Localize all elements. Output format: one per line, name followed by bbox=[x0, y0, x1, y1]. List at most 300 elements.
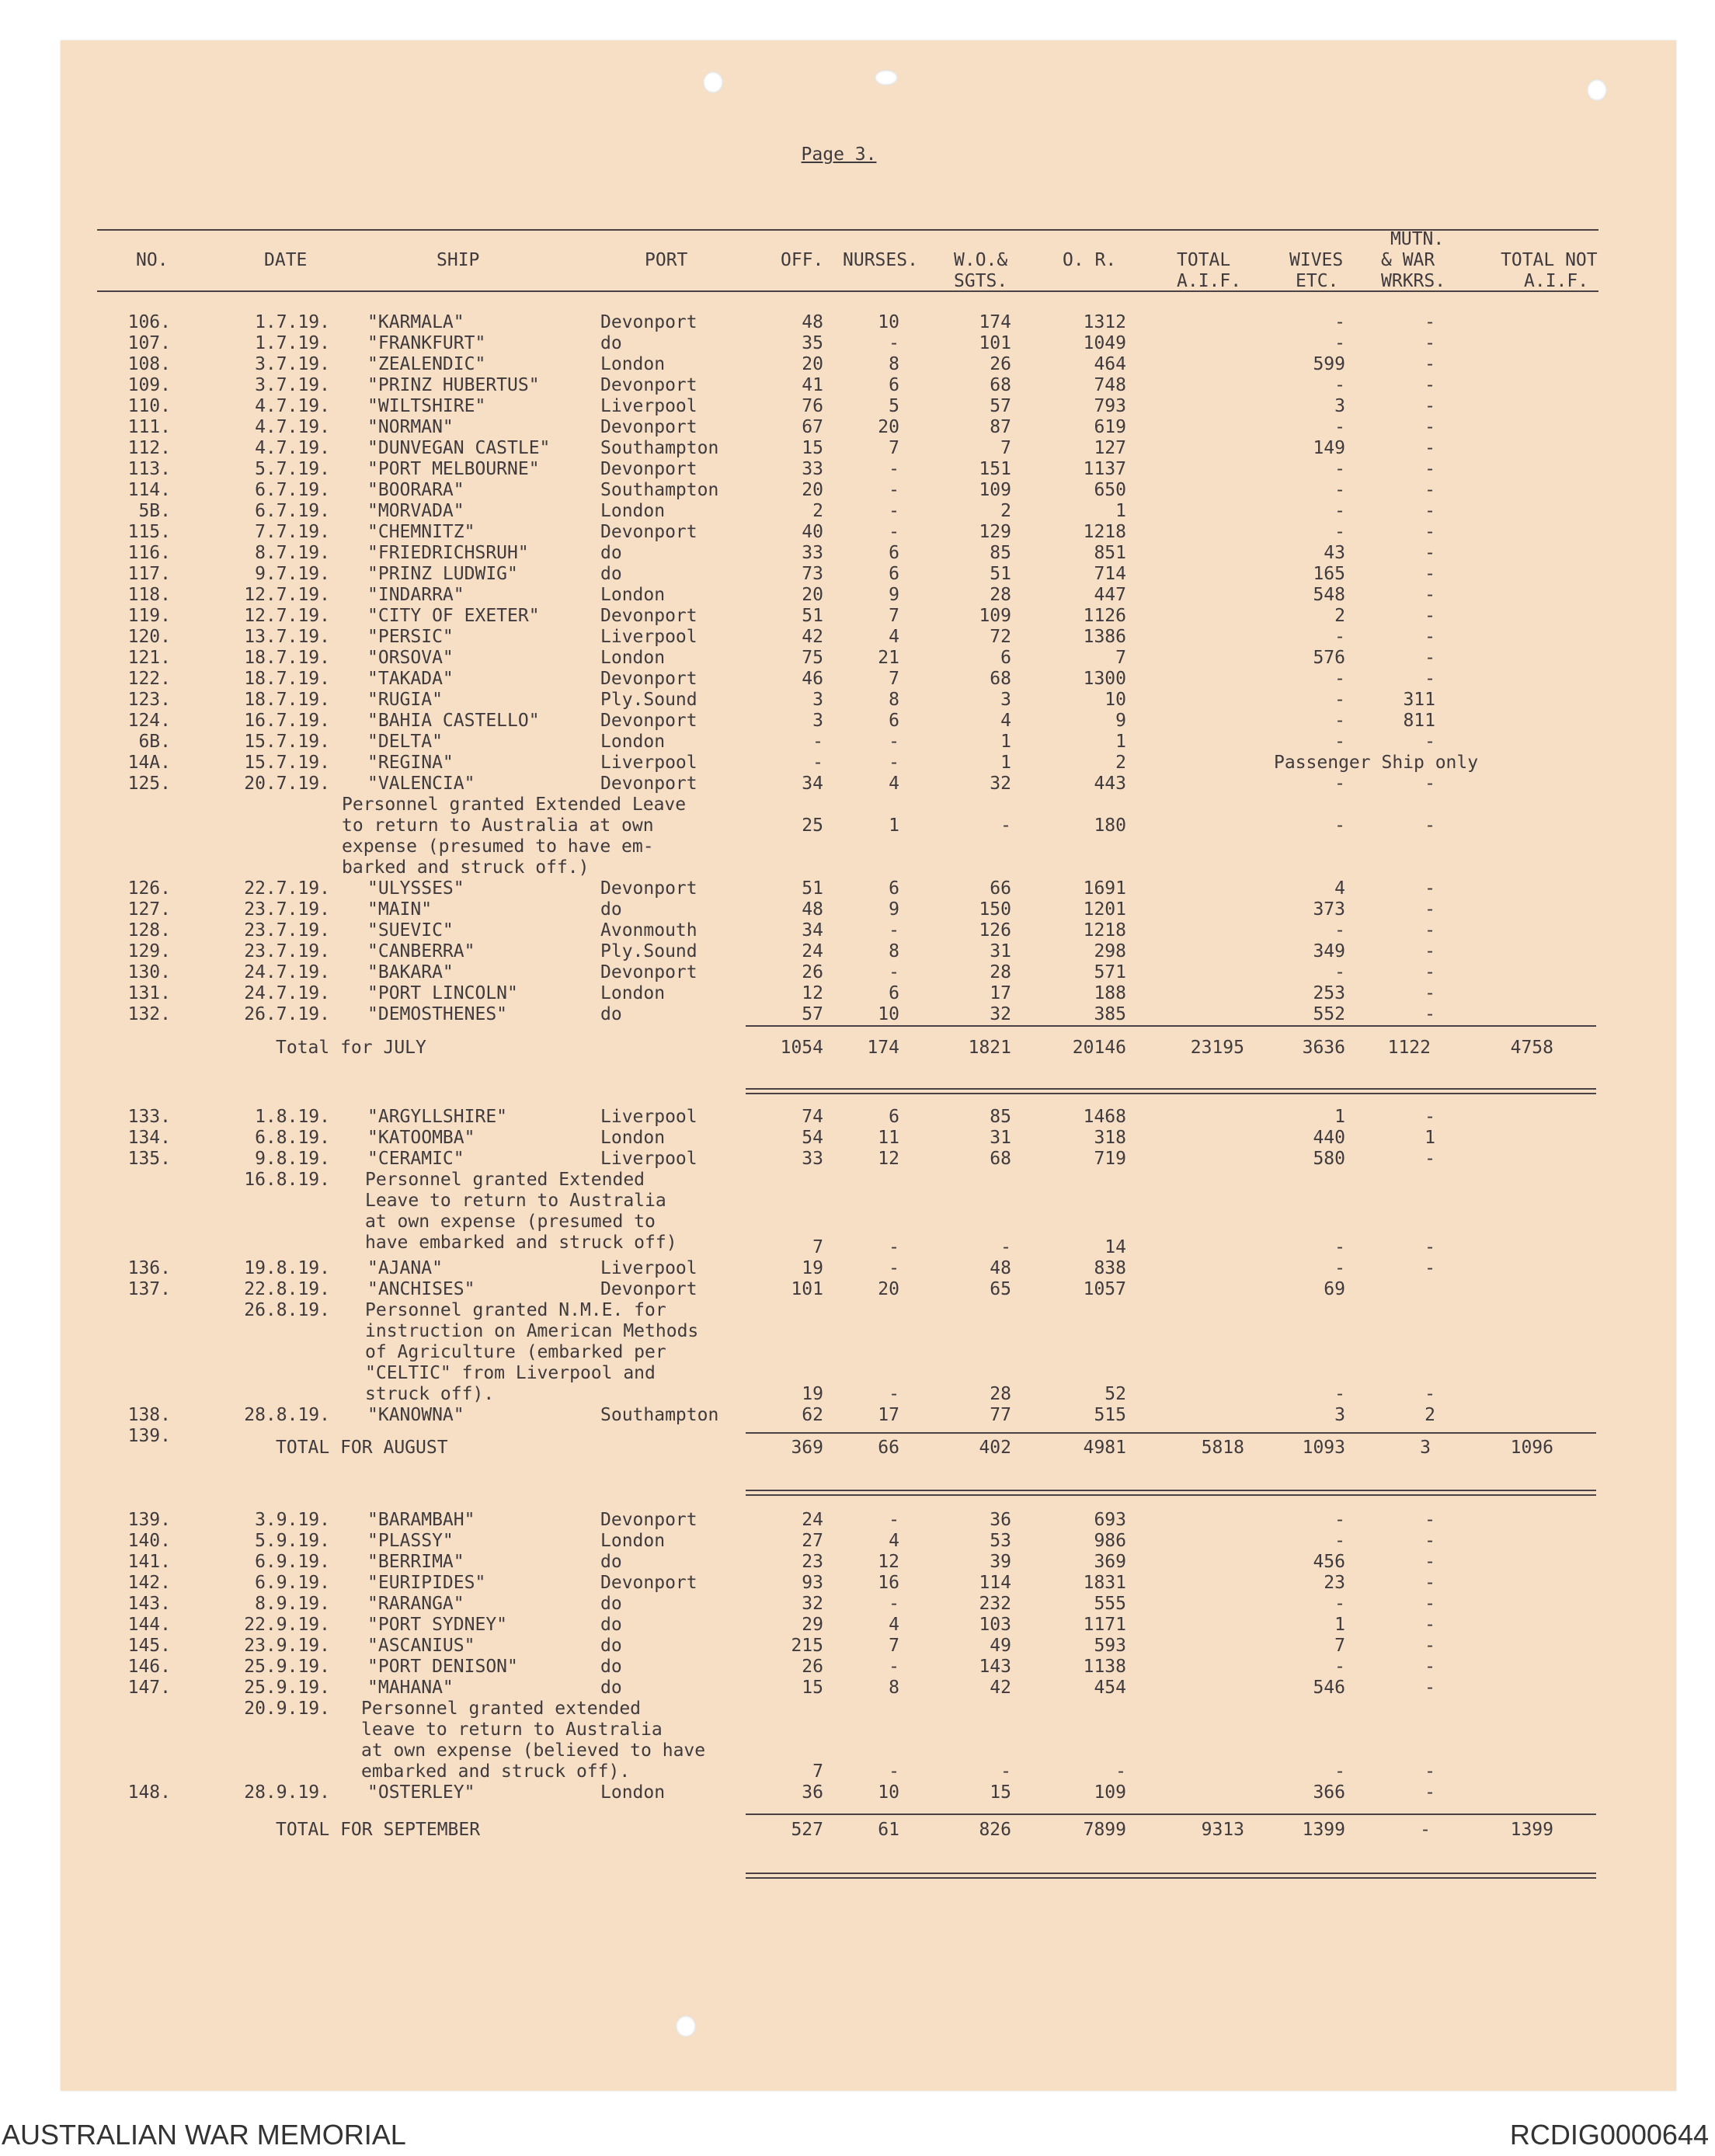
row-port: London bbox=[600, 1128, 666, 1148]
row-other-ranks: 693 bbox=[1094, 1510, 1126, 1530]
row-date: 1.7.19. bbox=[255, 312, 330, 332]
row-wo-sgts: - bbox=[1000, 815, 1011, 836]
row-other-ranks: 464 bbox=[1094, 354, 1126, 374]
row-date: 25.9.19. bbox=[244, 1678, 330, 1698]
row-ship: "ULYSSES" bbox=[367, 878, 464, 899]
total-wo-sgts: 402 bbox=[979, 1438, 1011, 1458]
row-wives: - bbox=[1334, 669, 1345, 689]
row-nurses: 7 bbox=[889, 669, 899, 689]
row-number: 106. bbox=[127, 312, 171, 332]
row-ship: "KATOOMBA" bbox=[367, 1128, 475, 1148]
row-other-ranks: 1171 bbox=[1083, 1615, 1126, 1635]
row-wo-sgts: 72 bbox=[990, 627, 1011, 647]
row-nurses: - bbox=[889, 920, 899, 941]
row-date: 7.7.19. bbox=[255, 522, 330, 542]
row-date: 3.9.19. bbox=[255, 1510, 330, 1530]
row-wives: 366 bbox=[1313, 1782, 1345, 1803]
row-other-ranks: - bbox=[1115, 1761, 1126, 1782]
row-wo-sgts: 31 bbox=[990, 941, 1011, 962]
row-ship: "REGINA" bbox=[367, 753, 454, 773]
row-munition-workers: - bbox=[1425, 375, 1435, 395]
row-wo-sgts: 48 bbox=[990, 1258, 1011, 1278]
total-aif: 5818 bbox=[1201, 1438, 1244, 1458]
header-total-not-aif: TOTAL NOT bbox=[1501, 250, 1598, 270]
row-number: 136. bbox=[127, 1258, 171, 1278]
row-ship: "ARGYLLSHIRE" bbox=[367, 1107, 508, 1127]
row-munition-workers: - bbox=[1425, 333, 1435, 353]
row-date: 5.9.19. bbox=[255, 1531, 330, 1551]
row-wo-sgts: 129 bbox=[979, 522, 1011, 542]
note-line: at own expense (believed to have bbox=[361, 1740, 706, 1761]
row-nurses: - bbox=[889, 1237, 899, 1257]
total-double-rule-september bbox=[746, 1873, 1596, 1879]
row-date: 6.9.19. bbox=[255, 1573, 330, 1593]
row-officers: 33 bbox=[802, 459, 823, 479]
total-other-ranks: 4981 bbox=[1083, 1438, 1126, 1458]
row-wives: 23 bbox=[1324, 1573, 1345, 1593]
row-wo-sgts: 68 bbox=[990, 375, 1011, 395]
row-port: Liverpool bbox=[600, 1107, 697, 1127]
row-wo-sgts: 15 bbox=[990, 1782, 1011, 1803]
row-date: 28.8.19. bbox=[244, 1405, 330, 1425]
row-wo-sgts: 26 bbox=[990, 354, 1011, 374]
row-ship: "VALENCIA" bbox=[367, 774, 475, 794]
total-rule-july bbox=[746, 1025, 1596, 1027]
row-other-ranks: 127 bbox=[1094, 438, 1126, 458]
row-wo-sgts: 126 bbox=[979, 920, 1011, 941]
row-wo-sgts: 53 bbox=[990, 1531, 1011, 1551]
row-nurses: 7 bbox=[889, 438, 899, 458]
row-number: 122. bbox=[127, 669, 171, 689]
row-date: 26.8.19. bbox=[244, 1300, 330, 1320]
row-port: London bbox=[600, 354, 666, 374]
row-ship: "PORT LINCOLN" bbox=[367, 983, 518, 1003]
row-officers: 3 bbox=[812, 711, 823, 731]
row-wo-sgts: 85 bbox=[990, 1107, 1011, 1127]
row-wo-sgts: 7 bbox=[1000, 438, 1011, 458]
row-wo-sgts: 32 bbox=[990, 1004, 1011, 1024]
total-officers: 369 bbox=[791, 1438, 823, 1458]
row-port: London bbox=[600, 648, 666, 668]
row-other-ranks: 188 bbox=[1094, 983, 1126, 1003]
total-not-aif: 1096 bbox=[1510, 1438, 1553, 1458]
row-wives: 580 bbox=[1313, 1149, 1345, 1169]
row-date: 20.9.19. bbox=[244, 1699, 330, 1719]
row-wo-sgts: 85 bbox=[990, 543, 1011, 563]
row-ship: "NORMAN" bbox=[367, 417, 454, 437]
row-date: 5.7.19. bbox=[255, 459, 330, 479]
row-wives: - bbox=[1334, 627, 1345, 647]
row-port: Avonmouth bbox=[600, 920, 697, 941]
row-port: do bbox=[600, 1636, 622, 1656]
row-officers: 73 bbox=[802, 564, 823, 584]
row-munition-workers: - bbox=[1425, 501, 1435, 521]
row-nurses: 12 bbox=[878, 1552, 899, 1572]
row-ship: "AJANA" bbox=[367, 1258, 443, 1278]
row-other-ranks: 109 bbox=[1094, 1782, 1126, 1803]
header-wo-sgts: SGTS. bbox=[954, 271, 1008, 291]
row-officers: 101 bbox=[791, 1279, 823, 1299]
row-date: 6.8.19. bbox=[255, 1128, 330, 1148]
row-officers: 19 bbox=[802, 1384, 823, 1404]
row-port: Devonport bbox=[600, 1279, 697, 1299]
row-officers: 23 bbox=[802, 1552, 823, 1572]
row-other-ranks: 1218 bbox=[1083, 920, 1126, 941]
total-nurses: 61 bbox=[878, 1820, 899, 1840]
row-date: 28.9.19. bbox=[244, 1782, 330, 1803]
row-munition-workers: - bbox=[1425, 1258, 1435, 1278]
row-wives: 373 bbox=[1313, 899, 1345, 920]
row-date: 1.7.19. bbox=[255, 333, 330, 353]
row-ship: "MORVADA" bbox=[367, 501, 464, 521]
row-munition-workers: - bbox=[1425, 417, 1435, 437]
row-wo-sgts: 39 bbox=[990, 1552, 1011, 1572]
row-munition-workers: - bbox=[1425, 1761, 1435, 1782]
row-port: do bbox=[600, 1678, 622, 1698]
row-wo-sgts: 101 bbox=[979, 333, 1011, 353]
header-or: O. R. bbox=[1063, 250, 1117, 270]
row-officers: 24 bbox=[802, 941, 823, 962]
row-ship: "MAIN" bbox=[367, 899, 433, 920]
row-officers: 46 bbox=[802, 669, 823, 689]
note-line: Personnel granted N.M.E. for bbox=[365, 1300, 666, 1320]
row-port: do bbox=[600, 333, 622, 353]
total-other-ranks: 7899 bbox=[1083, 1820, 1126, 1840]
row-date: 9.8.19. bbox=[255, 1149, 330, 1169]
row-number: 112. bbox=[127, 438, 171, 458]
row-munition-workers: - bbox=[1425, 606, 1435, 626]
row-nurses: - bbox=[889, 1258, 899, 1278]
row-wives: - bbox=[1334, 459, 1345, 479]
row-wo-sgts: 143 bbox=[979, 1657, 1011, 1677]
row-port: Southampton bbox=[600, 1405, 719, 1425]
row-date: 4.7.19. bbox=[255, 438, 330, 458]
header-no: NO. bbox=[136, 250, 169, 270]
row-ship: "KARMALA" bbox=[367, 312, 464, 332]
total-wo-sgts: 826 bbox=[979, 1820, 1011, 1840]
row-number: 113. bbox=[127, 459, 171, 479]
row-nurses: 4 bbox=[889, 1615, 899, 1635]
header-off: OFF. bbox=[781, 250, 824, 270]
row-date: 8.9.19. bbox=[255, 1594, 330, 1614]
row-wives: - bbox=[1334, 1384, 1345, 1404]
header-total-aif: TOTAL bbox=[1177, 250, 1231, 270]
row-nurses: - bbox=[889, 1657, 899, 1677]
row-ship: "FRIEDRICHSRUH" bbox=[367, 543, 529, 563]
row-ship: "KANOWNA" bbox=[367, 1405, 464, 1425]
total-munition-workers: 3 bbox=[1420, 1438, 1431, 1458]
note-line: Leave to return to Australia bbox=[365, 1191, 666, 1211]
row-ship: "PORT DENISON" bbox=[367, 1657, 518, 1677]
row-number: 6B. bbox=[138, 732, 171, 752]
row-officers: 12 bbox=[802, 983, 823, 1003]
row-nurses: 8 bbox=[889, 1678, 899, 1698]
row-port: Devonport bbox=[600, 878, 697, 899]
row-wo-sgts: 3 bbox=[1000, 690, 1011, 710]
row-other-ranks: 1201 bbox=[1083, 899, 1126, 920]
row-nurses: - bbox=[889, 1384, 899, 1404]
row-date: 22.8.19. bbox=[244, 1279, 330, 1299]
row-wives: - bbox=[1334, 920, 1345, 941]
row-date: 23.7.19. bbox=[244, 899, 330, 920]
row-date: 4.7.19. bbox=[255, 396, 330, 416]
total-munition-workers: - bbox=[1420, 1820, 1431, 1840]
row-port: Devonport bbox=[600, 522, 697, 542]
row-port: Southampton bbox=[600, 438, 719, 458]
header-port: PORT bbox=[645, 250, 688, 270]
row-number: 127. bbox=[127, 899, 171, 920]
row-nurses: 6 bbox=[889, 375, 899, 395]
row-date: 19.8.19. bbox=[244, 1258, 330, 1278]
row-wo-sgts: 68 bbox=[990, 669, 1011, 689]
row-wives: 69 bbox=[1324, 1279, 1345, 1299]
row-other-ranks: 719 bbox=[1094, 1149, 1126, 1169]
row-port: do bbox=[600, 564, 622, 584]
row-other-ranks: 1049 bbox=[1083, 333, 1126, 353]
row-number: 125. bbox=[127, 774, 171, 794]
row-date: 24.7.19. bbox=[244, 962, 330, 982]
row-date: 25.9.19. bbox=[244, 1657, 330, 1677]
row-nurses: - bbox=[889, 962, 899, 982]
row-munition-workers: - bbox=[1425, 732, 1435, 752]
row-wo-sgts: 109 bbox=[979, 606, 1011, 626]
note-line: have embarked and struck off) bbox=[365, 1233, 677, 1253]
row-wo-sgts: 49 bbox=[990, 1636, 1011, 1656]
row-other-ranks: 7 bbox=[1115, 648, 1126, 668]
row-nurses: 6 bbox=[889, 1107, 899, 1127]
row-officers: 76 bbox=[802, 396, 823, 416]
row-nurses: 7 bbox=[889, 1636, 899, 1656]
row-officers: 26 bbox=[802, 1657, 823, 1677]
row-wives: 3 bbox=[1334, 1405, 1345, 1425]
row-port: Devonport bbox=[600, 606, 697, 626]
row-wives: - bbox=[1334, 480, 1345, 500]
row-wo-sgts: 1 bbox=[1000, 753, 1011, 773]
row-date: 13.7.19. bbox=[244, 627, 330, 647]
row-ship: "WILTSHIRE" bbox=[367, 396, 486, 416]
row-number: 126. bbox=[127, 878, 171, 899]
row-other-ranks: 1468 bbox=[1083, 1107, 1126, 1127]
row-other-ranks: 454 bbox=[1094, 1678, 1126, 1698]
row-other-ranks: 619 bbox=[1094, 417, 1126, 437]
row-other-ranks: 1138 bbox=[1083, 1657, 1126, 1677]
row-number: 108. bbox=[127, 354, 171, 374]
row-port: London bbox=[600, 585, 666, 605]
row-wives: - bbox=[1334, 333, 1345, 353]
header-top-rule bbox=[97, 229, 1598, 231]
row-nurses: - bbox=[889, 501, 899, 521]
row-other-ranks: 52 bbox=[1104, 1384, 1126, 1404]
footer-reference: RCDIG0000644 bbox=[1509, 2119, 1709, 2151]
row-wives: 456 bbox=[1313, 1552, 1345, 1572]
row-officers: 35 bbox=[802, 333, 823, 353]
row-wives: 3 bbox=[1334, 396, 1345, 416]
row-officers: 54 bbox=[802, 1128, 823, 1148]
row-date: 26.7.19. bbox=[244, 1004, 330, 1024]
row-ship: "CERAMIC" bbox=[367, 1149, 464, 1169]
row-date: 23.9.19. bbox=[244, 1636, 330, 1656]
row-other-ranks: 571 bbox=[1094, 962, 1126, 982]
header-wo-sgts: W.O.& bbox=[954, 250, 1008, 270]
row-wo-sgts: 32 bbox=[990, 774, 1011, 794]
row-wives: - bbox=[1334, 375, 1345, 395]
row-officers: 2 bbox=[812, 501, 823, 521]
footer-institution: AUSTRALIAN WAR MEMORIAL bbox=[2, 2119, 406, 2151]
row-wives: 1 bbox=[1334, 1107, 1345, 1127]
row-other-ranks: 1126 bbox=[1083, 606, 1126, 626]
row-officers: 51 bbox=[802, 606, 823, 626]
header-mutn: WRKRS. bbox=[1381, 271, 1446, 291]
row-munition-workers: - bbox=[1425, 962, 1435, 982]
header-total-aif: A.I.F. bbox=[1177, 271, 1242, 291]
row-officers: - bbox=[812, 753, 823, 773]
row-other-ranks: 1386 bbox=[1083, 627, 1126, 647]
row-other-ranks: 838 bbox=[1094, 1258, 1126, 1278]
row-munition-workers: - bbox=[1425, 564, 1435, 584]
row-port: do bbox=[600, 1615, 622, 1635]
row-number: 129. bbox=[127, 941, 171, 962]
row-munition-workers: 811 bbox=[1403, 711, 1435, 731]
row-officers: 32 bbox=[802, 1594, 823, 1614]
row-officers: 42 bbox=[802, 627, 823, 647]
row-number: 130. bbox=[127, 962, 171, 982]
row-number: 107. bbox=[127, 333, 171, 353]
row-wo-sgts: 65 bbox=[990, 1279, 1011, 1299]
footer bbox=[0, 2097, 1715, 2156]
row-number: 120. bbox=[127, 627, 171, 647]
row-wives: 149 bbox=[1313, 438, 1345, 458]
row-nurses: 9 bbox=[889, 585, 899, 605]
row-port: do bbox=[600, 1004, 622, 1024]
row-number: 114. bbox=[127, 480, 171, 500]
row-port: Devonport bbox=[600, 1573, 697, 1593]
row-munition-workers: - bbox=[1425, 878, 1435, 899]
row-nurses: 11 bbox=[878, 1128, 899, 1148]
total-not-aif: 1399 bbox=[1510, 1820, 1553, 1840]
header-mutn: MUTN. bbox=[1390, 229, 1445, 249]
row-officers: 67 bbox=[802, 417, 823, 437]
row-date: 9.7.19. bbox=[255, 564, 330, 584]
row-number: 137. bbox=[127, 1279, 171, 1299]
row-port: Liverpool bbox=[600, 1149, 697, 1169]
note-line: "CELTIC" from Liverpool and bbox=[365, 1363, 656, 1383]
row-munition-workers: - bbox=[1425, 983, 1435, 1003]
row-nurses: 6 bbox=[889, 711, 899, 731]
row-other-ranks: 986 bbox=[1094, 1531, 1126, 1551]
row-number: 133. bbox=[127, 1107, 171, 1127]
row-wives: - bbox=[1334, 501, 1345, 521]
row-munition-workers: - bbox=[1425, 1237, 1435, 1257]
row-other-ranks: 2 bbox=[1115, 753, 1126, 773]
row-other-ranks: 851 bbox=[1094, 543, 1126, 563]
row-date: 8.7.19. bbox=[255, 543, 330, 563]
row-nurses: - bbox=[889, 459, 899, 479]
row-port: Devonport bbox=[600, 459, 697, 479]
row-other-ranks: 9 bbox=[1115, 711, 1126, 731]
row-munition-workers: - bbox=[1425, 585, 1435, 605]
row-munition-workers: - bbox=[1425, 480, 1435, 500]
row-wives: 552 bbox=[1313, 1004, 1345, 1024]
row-ship: "CITY OF EXETER" bbox=[367, 606, 540, 626]
total-wives: 1399 bbox=[1302, 1820, 1345, 1840]
row-wo-sgts: 150 bbox=[979, 899, 1011, 920]
total-double-rule-july bbox=[746, 1088, 1596, 1094]
total-double-rule-august bbox=[746, 1490, 1596, 1496]
row-other-ranks: 443 bbox=[1094, 774, 1126, 794]
row-ship: "EURIPIDES" bbox=[367, 1573, 486, 1593]
row-ship: "PLASSY" bbox=[367, 1531, 454, 1551]
row-wives: - bbox=[1334, 522, 1345, 542]
row-other-ranks: 748 bbox=[1094, 375, 1126, 395]
row-port: London bbox=[600, 1782, 666, 1803]
row-wives: 440 bbox=[1313, 1128, 1345, 1148]
row-wo-sgts: 28 bbox=[990, 962, 1011, 982]
row-munition-workers: 1 bbox=[1425, 1128, 1435, 1148]
row-nurses: 17 bbox=[878, 1405, 899, 1425]
row-wo-sgts: 17 bbox=[990, 983, 1011, 1003]
row-date: 18.7.19. bbox=[244, 669, 330, 689]
row-nurses: 1 bbox=[889, 815, 899, 836]
row-munition-workers: - bbox=[1425, 1149, 1435, 1169]
header-date: DATE bbox=[264, 250, 308, 270]
row-officers: 29 bbox=[802, 1615, 823, 1635]
row-nurses: - bbox=[889, 480, 899, 500]
row-ship: "FRANKFURT" bbox=[367, 333, 486, 353]
row-munition-workers: - bbox=[1425, 1510, 1435, 1530]
row-number: 144. bbox=[127, 1615, 171, 1635]
row-nurses: 12 bbox=[878, 1149, 899, 1169]
row-nurses: - bbox=[889, 333, 899, 353]
row-munition-workers: 311 bbox=[1403, 690, 1435, 710]
row-ship: "TAKADA" bbox=[367, 669, 454, 689]
row-nurses: 8 bbox=[889, 690, 899, 710]
row-munition-workers: - bbox=[1425, 1107, 1435, 1127]
row-wo-sgts: 151 bbox=[979, 459, 1011, 479]
row-nurses: 6 bbox=[889, 983, 899, 1003]
total-not-aif: 4758 bbox=[1510, 1038, 1553, 1058]
row-wives: - bbox=[1334, 1761, 1345, 1782]
row-number: 134. bbox=[127, 1128, 171, 1148]
row-date: 23.7.19. bbox=[244, 920, 330, 941]
row-officers: 74 bbox=[802, 1107, 823, 1127]
row-nurses: 20 bbox=[878, 417, 899, 437]
row-date: 22.9.19. bbox=[244, 1615, 330, 1635]
total-nurses: 66 bbox=[878, 1438, 899, 1458]
row-port: Liverpool bbox=[600, 753, 697, 773]
row-ship: "ZEALENDIC" bbox=[367, 354, 486, 374]
row-officers: 33 bbox=[802, 543, 823, 563]
row-wo-sgts: 36 bbox=[990, 1510, 1011, 1530]
row-number: 116. bbox=[127, 543, 171, 563]
row-officers: 93 bbox=[802, 1573, 823, 1593]
row-ship: "ANCHISES" bbox=[367, 1279, 475, 1299]
row-ship: "BAHIA CASTELLO" bbox=[367, 711, 540, 731]
row-number: 138. bbox=[127, 1405, 171, 1425]
row-date: 1.8.19. bbox=[255, 1107, 330, 1127]
row-port: London bbox=[600, 983, 666, 1003]
row-wo-sgts: 4 bbox=[1000, 711, 1011, 731]
row-port: do bbox=[600, 1594, 622, 1614]
row-ship: "PORT MELBOURNE" bbox=[367, 459, 540, 479]
row-wives: - bbox=[1334, 1510, 1345, 1530]
row-wives: - bbox=[1334, 1237, 1345, 1257]
row-other-ranks: 369 bbox=[1094, 1552, 1126, 1572]
row-ship: "PORT SYDNEY" bbox=[367, 1615, 508, 1635]
row-ship: "BERRIMA" bbox=[367, 1552, 464, 1572]
row-officers: 25 bbox=[802, 815, 823, 836]
row-ship: "RUGIA" bbox=[367, 690, 443, 710]
row-munition-workers: - bbox=[1425, 899, 1435, 920]
